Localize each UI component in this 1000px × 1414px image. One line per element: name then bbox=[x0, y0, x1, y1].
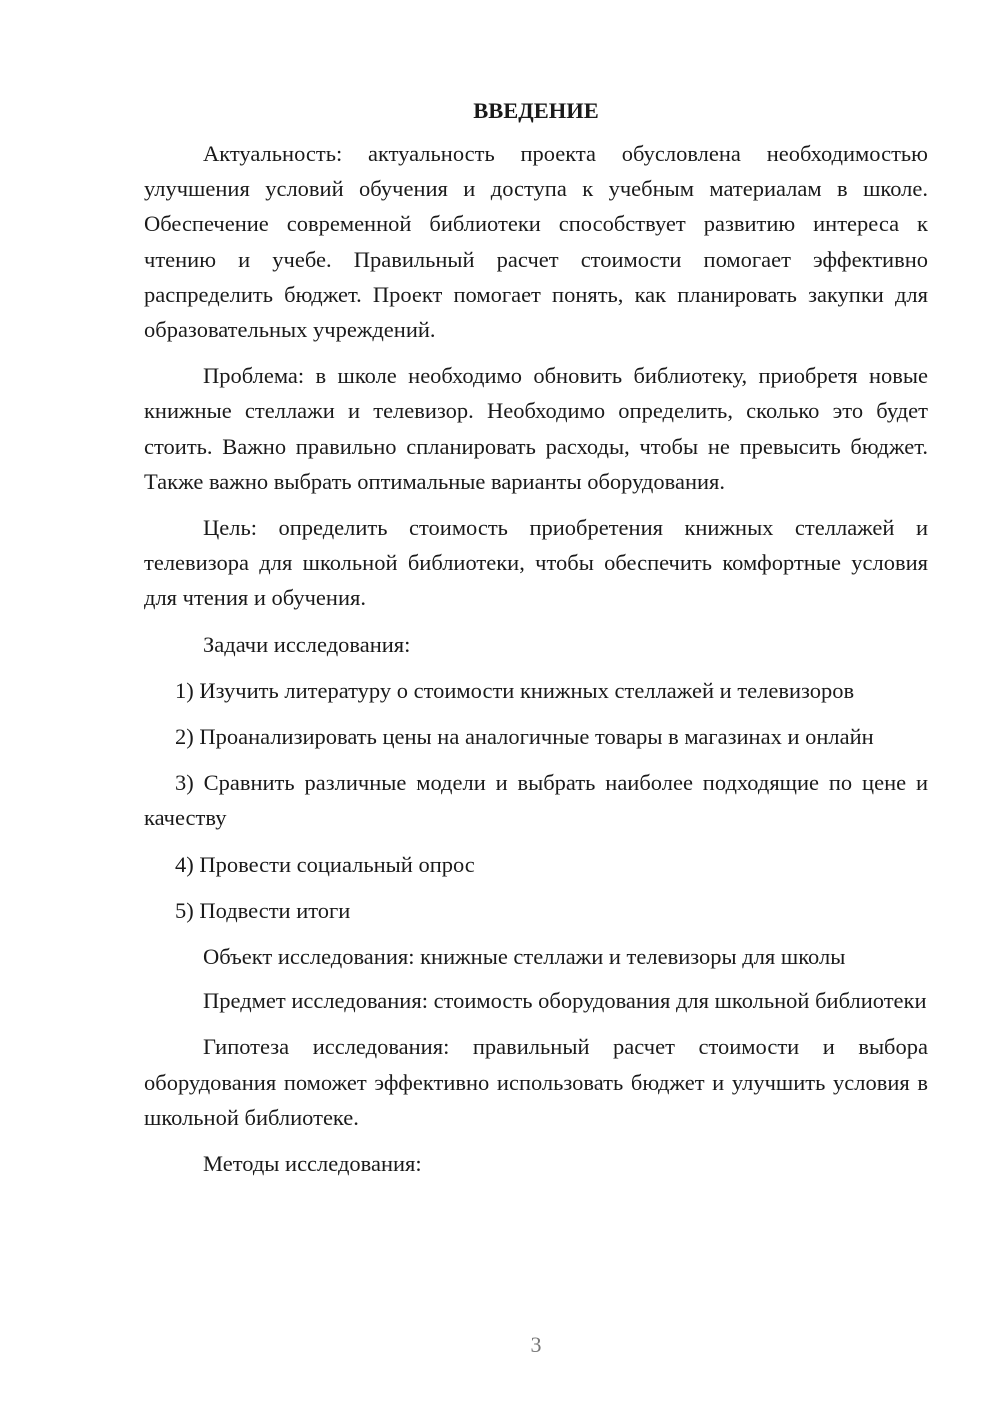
paragraph-hypothesis: Гипотеза исследования: правильный расчет стоимости и выбора оборудования поможет эффективно использовать бюджет и улучшить условия в школьной библиотеке. bbox=[144, 1034, 928, 1130]
paragraph-problem: Проблема: в школе необходимо обновить библиотеку, приобретя новые книжные стеллажи и телевизор. Необходимо определить, сколько это будет стоить. Важно правильно спланировать расходы, чтобы не превысить бюджет. Также важно выбрать оптимальные варианты оборудования. bbox=[144, 363, 928, 494]
section-title: ВВЕДЕНИЕ bbox=[473, 98, 599, 123]
list-item-task-2: 2) Проанализировать цены на аналогичные товары в магазинах и онлайн bbox=[175, 724, 874, 750]
paragraph-relevance: Актуальность: актуальность проекта обусловлена необходимостью улучшения условий обучения и доступа к учебным материалам в школе. Обеспечение современной библиотеки способствует развитию интереса к чтению и учебе. Правильный расчет стоимости помогает эффективно распределить бюджет. Проект помогает понять, как планировать закупки для образовательных учреждений. bbox=[144, 141, 928, 343]
page-number: 3 bbox=[530, 1332, 542, 1357]
paragraph-methods-heading: Методы исследования: bbox=[203, 1151, 422, 1177]
page-content bbox=[144, 96, 928, 1181]
paragraph-object: Объект исследования: книжные стеллажи и телевизоры для школы bbox=[203, 944, 846, 970]
paragraph-subject: Предмет исследования: стоимость оборудования для школьной библиотеки bbox=[203, 988, 927, 1014]
list-item-task-4: 4) Провести социальный опрос bbox=[175, 851, 475, 877]
list-item-task-3: 3) Сравнить различные модели и выбрать наиболее подходящие по цене и качеству bbox=[144, 770, 928, 831]
paragraph-tasks-heading: Задачи исследования: bbox=[203, 631, 411, 657]
paragraph-goal: Цель: определить стоимость приобретения книжных стеллажей и телевизора для школьной библиотеки, чтобы обеспечить комфортные условия для чтения и обучения. bbox=[144, 515, 928, 611]
list-item-task-1: 1) Изучить литературу о стоимости книжных стеллажей и телевизоров bbox=[175, 677, 855, 703]
list-item-task-5: 5) Подвести итоги bbox=[175, 897, 351, 923]
